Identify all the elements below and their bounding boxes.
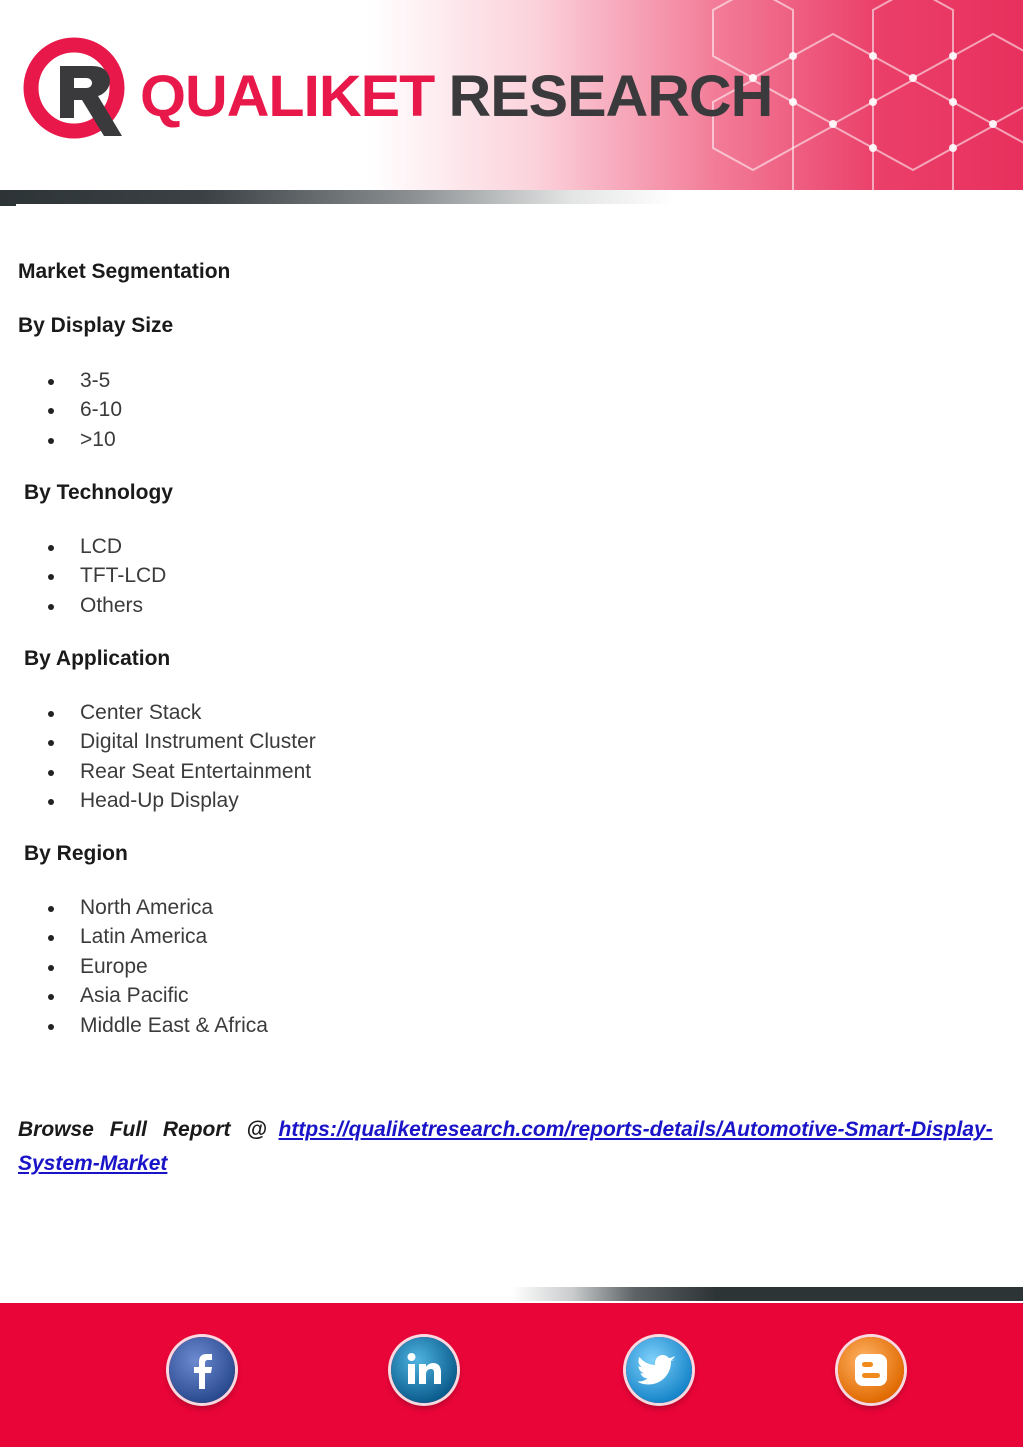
list-item-text: Digital Instrument Cluster <box>80 730 316 754</box>
heading-technology: By Technology <box>24 481 173 504</box>
list-item <box>46 698 316 727</box>
footer-divider-bar <box>0 1287 1023 1301</box>
bullet-icon <box>48 574 54 580</box>
bullet-icon <box>48 965 54 971</box>
bullet-icon <box>48 740 54 746</box>
blogger-icon[interactable] <box>838 1337 904 1403</box>
list-item <box>46 757 316 786</box>
header-divider-notch <box>0 204 16 206</box>
heading-region: By Region <box>24 842 128 865</box>
list-item <box>46 561 166 590</box>
bullet-icon <box>48 906 54 912</box>
brand-name <box>140 62 772 132</box>
page-footer <box>0 1303 1023 1447</box>
list-item <box>46 1011 268 1040</box>
list-item <box>46 727 316 756</box>
list-item <box>46 395 122 424</box>
bullet-icon <box>48 799 54 805</box>
list-item <box>46 591 166 620</box>
list-item-text: LCD <box>80 535 123 558</box>
facebook-icon[interactable] <box>169 1337 235 1403</box>
bullet-icon <box>48 438 54 444</box>
page-header <box>0 0 1023 190</box>
list-region <box>46 893 268 1040</box>
list-item <box>46 786 316 815</box>
list-item <box>46 893 268 922</box>
bullet-icon <box>48 1024 54 1030</box>
list-item-text: >10 <box>80 427 116 451</box>
list-item <box>46 366 122 395</box>
qr-logo-icon <box>22 36 134 148</box>
heading-application: By Application <box>24 647 171 670</box>
list-item-text: North America <box>80 896 214 919</box>
browse-report <box>18 1113 1006 1181</box>
list-item-text: Rear Seat Entertainment <box>80 759 312 783</box>
bullet-icon <box>48 770 54 776</box>
bullet-icon <box>48 935 54 941</box>
section-title: Market Segmentation <box>18 260 231 283</box>
twitter-icon[interactable] <box>626 1337 692 1403</box>
list-item <box>46 922 268 951</box>
list-item <box>46 425 122 454</box>
list-item <box>46 952 268 981</box>
bullet-icon <box>48 379 54 385</box>
bullet-icon <box>48 545 54 551</box>
heading-display-size: By Display Size <box>18 314 174 337</box>
list-item-text: 3-5 <box>80 369 111 392</box>
bullet-icon <box>48 994 54 1000</box>
list-display-size <box>46 366 122 454</box>
list-item-text: Head-Up Display <box>80 789 239 813</box>
list-item-text: TFT-LCD <box>80 564 167 588</box>
linkedin-icon[interactable] <box>391 1337 457 1403</box>
list-item-text: Others <box>80 593 144 617</box>
brand-name-first: QUALIKET <box>140 64 435 129</box>
bullet-icon <box>48 604 54 610</box>
brand-name-second: RESEARCH <box>448 64 773 129</box>
browse-label: Browse Full Report @ <box>18 1118 267 1141</box>
bullet-icon <box>48 408 54 414</box>
header-divider-bar <box>0 190 1023 204</box>
report-link[interactable]: https://qualiketresearch.com/reports-details/Automotive-Smart-Display-System-Market <box>18 1118 993 1175</box>
list-technology <box>46 532 166 620</box>
list-item-text: Middle East & Africa <box>80 1013 268 1037</box>
list-application <box>46 698 316 816</box>
list-item-text: Latin America <box>80 925 208 949</box>
list-item-text: Center Stack <box>80 701 202 724</box>
list-item-text: Europe <box>80 954 148 978</box>
list-item <box>46 532 166 561</box>
bullet-icon <box>48 711 54 717</box>
list-item <box>46 981 268 1010</box>
list-item-text: Asia Pacific <box>80 984 189 1008</box>
list-item-text: 6-10 <box>80 398 123 422</box>
